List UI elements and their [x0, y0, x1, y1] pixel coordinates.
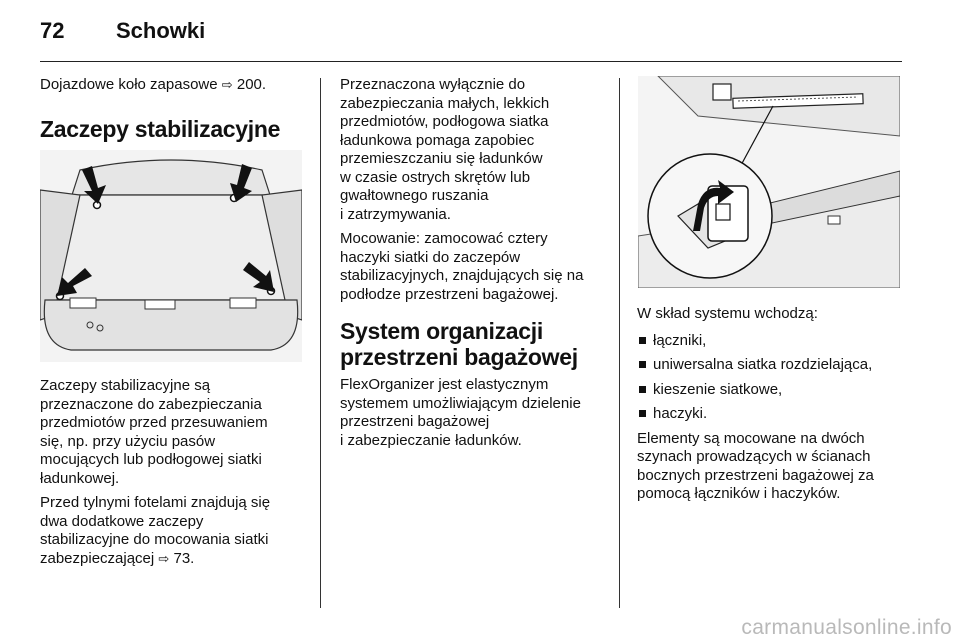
- list-item-label: kieszenie siatkowe,: [653, 380, 783, 398]
- page-number: 72: [40, 18, 65, 43]
- heading-cargo-system: [340, 318, 610, 370]
- intro-page-ref[interactable]: 200.: [236, 76, 267, 93]
- bullet-square-icon: [639, 361, 646, 368]
- text-line: bocznych przestrzeni bagażowej za: [637, 466, 874, 484]
- paragraph-rear-hooks: [40, 494, 310, 568]
- text-line: przeznaczone do zabezpieczania: [40, 395, 262, 413]
- text-line: i zabezpieczanie ładunków.: [340, 431, 522, 449]
- list-item-label: haczyki.: [653, 405, 708, 422]
- flexorganizer-rail-illustration: [638, 76, 900, 288]
- page-ref-73[interactable]: 73.: [173, 549, 195, 567]
- paragraph-rails: [637, 430, 907, 504]
- column-3-body: [637, 305, 907, 510]
- reference-arrow-icon: ⇨: [221, 77, 233, 92]
- column-1: [40, 76, 304, 101]
- text-line: zabezpieczającej: [40, 549, 155, 567]
- component-list: [637, 332, 907, 424]
- section-title: Schowki: [116, 18, 206, 43]
- heading-line: przestrzeni bagażowej: [340, 344, 578, 370]
- text-line: pomocą łączników i haczyków.: [637, 485, 841, 502]
- reference-arrow-icon: ⇨: [158, 550, 170, 566]
- paragraph-flexorganizer: [340, 376, 610, 450]
- list-item-label: uniwersalna siatka rozdzielająca,: [653, 356, 873, 373]
- bullet-square-icon: [639, 410, 646, 417]
- paragraph-hooks-purpose: [40, 377, 310, 488]
- bullet-square-icon: [639, 337, 646, 344]
- text-line: Przed tylnymi fotelami znajdują się: [40, 494, 271, 511]
- header-rule: [40, 61, 902, 62]
- text-line: haczyki siatki do zaczepów: [340, 248, 521, 266]
- text-line: w czasie ostrych skrętów lub: [340, 168, 531, 186]
- text-line: systemem umożliwiającym dzielenie: [340, 394, 581, 412]
- text-line: szynach prowadzących w ścianach: [637, 448, 871, 465]
- text-line: ładunkowa pomaga zapobiec: [340, 131, 535, 149]
- text-line: Elementy są mocowane na dwóch: [637, 429, 865, 447]
- text-line: przedmiotów, podłogowa siatka: [340, 113, 549, 130]
- intro-paragraph: [40, 76, 304, 95]
- text-line: gwałtownego ruszania: [340, 187, 489, 204]
- text-line: Mocowanie: zamocować cztery: [340, 230, 548, 247]
- text-line: ładunkowej.: [40, 469, 120, 487]
- heading-stabilizing-hooks: Zaczepy stabilizacyjne: [40, 116, 281, 142]
- column-divider-left: [320, 78, 321, 608]
- bullet-square-icon: [639, 386, 646, 393]
- text-line: zabezpieczania małych, lekkich: [340, 94, 550, 112]
- text-line: Zaczepy stabilizacyjne są: [40, 377, 211, 394]
- watermark: carmanualsonline.info: [741, 616, 952, 639]
- text-line: mocujących lub podłogowej siatki: [40, 451, 262, 468]
- list-intro: W skład systemu wchodzą:: [637, 305, 818, 322]
- intro-text: Dojazdowe koło zapasowe: [40, 76, 218, 93]
- text-line: dwa dodatkowe zaczepy: [40, 512, 204, 530]
- list-item-label: łączniki,: [653, 331, 707, 349]
- heading-line: System organizacji: [340, 318, 543, 344]
- text-line: się, np. przy użyciu pasów: [40, 432, 216, 450]
- text-line: stabilizacyjnych, znajdujących się na: [340, 267, 584, 284]
- paragraph-net-purpose: [340, 76, 610, 224]
- list-item: [637, 405, 907, 424]
- text-line: przedmiotów przed przesuwaniem: [40, 414, 268, 431]
- cargo-floor-illustration: [40, 150, 302, 362]
- rail-connector-drawing: [638, 76, 900, 288]
- list-item: [637, 332, 907, 351]
- paragraph-net-mounting: [340, 230, 610, 304]
- column-2: [340, 76, 610, 456]
- text-line: FlexOrganizer jest elastycznym: [340, 376, 549, 393]
- text-line: przestrzeni bagażowej: [340, 413, 490, 430]
- list-item: [637, 381, 907, 400]
- cargo-floor-drawing: [40, 150, 302, 362]
- text-line: stabilizacyjne do mocowania siatki: [40, 531, 269, 548]
- column-1-body: [40, 377, 310, 574]
- text-line: Przeznaczona wyłącznie do: [340, 76, 526, 93]
- text-line: przemieszczaniu się ładunków: [340, 150, 543, 167]
- text-line: podłodze przestrzeni bagażowej.: [340, 285, 559, 303]
- text-line: i zatrzymywania.: [340, 205, 451, 223]
- column-divider-right: [619, 78, 620, 608]
- list-item: [637, 356, 907, 375]
